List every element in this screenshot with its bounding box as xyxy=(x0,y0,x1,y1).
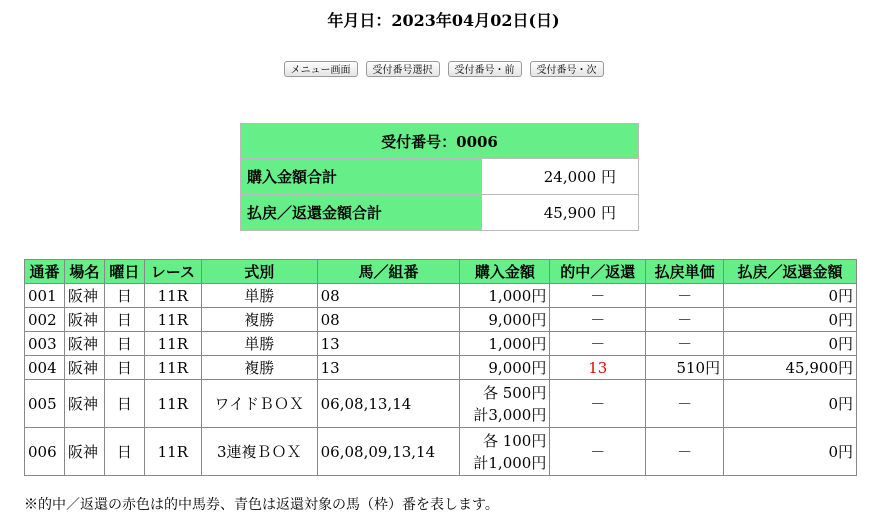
cell-no: 004 xyxy=(25,356,65,380)
cell-hit: － xyxy=(550,428,646,476)
cell-hit: － xyxy=(550,284,646,308)
cell-type: ワイドＢＯＸ xyxy=(201,380,317,428)
table-row xyxy=(25,332,857,356)
cell-place: 阪神 xyxy=(64,284,104,308)
cell-hit-winning: 13 xyxy=(550,356,646,380)
cell-unit: － xyxy=(646,284,724,308)
cell-race: 11R xyxy=(144,308,201,332)
amount-each: 各 100円 xyxy=(482,431,547,450)
col-header-unit: 払戻単価 xyxy=(646,260,724,284)
cell-hit: － xyxy=(550,380,646,428)
cell-no: 006 xyxy=(25,428,65,476)
cell-payout: 0円 xyxy=(724,284,857,308)
cell-race: 11R xyxy=(144,284,201,308)
col-header-type: 式別 xyxy=(201,260,317,284)
receipt-number: 受付番号：0006 xyxy=(241,124,639,159)
cell-day: 日 xyxy=(104,428,144,476)
cell-place: 阪神 xyxy=(64,356,104,380)
cell-unit: － xyxy=(646,332,724,356)
table-row xyxy=(25,308,857,332)
select-receipt-button[interactable]: 受付番号選択 xyxy=(366,61,440,77)
purchase-total-value: 24,000 円 xyxy=(482,159,639,195)
cell-unit: － xyxy=(646,428,724,476)
purchase-total-label: 購入金額合計 xyxy=(241,159,482,195)
cell-no: 005 xyxy=(25,380,65,428)
col-header-payout: 払戻／返還金額 xyxy=(724,260,857,284)
col-header-amount: 購入金額 xyxy=(460,260,550,284)
cell-race: 11R xyxy=(144,380,201,428)
cell-day: 日 xyxy=(104,284,144,308)
col-header-day: 曜日 xyxy=(104,260,144,284)
cell-day: 日 xyxy=(104,332,144,356)
cell-type: 3連複ＢＯＸ xyxy=(201,428,317,476)
cell-amount xyxy=(460,428,550,476)
cell-type: 単勝 xyxy=(201,284,317,308)
cell-horse: 13 xyxy=(317,356,460,380)
cell-hit: － xyxy=(550,332,646,356)
cell-payout: 0円 xyxy=(724,308,857,332)
next-receipt-button[interactable]: 受付番号・次 xyxy=(530,61,604,77)
cell-race: 11R xyxy=(144,428,201,476)
cell-day: 日 xyxy=(104,308,144,332)
cell-amount: 1,000円 xyxy=(460,284,550,308)
table-row xyxy=(25,356,857,380)
cell-amount: 9,000円 xyxy=(460,356,550,380)
cell-race: 11R xyxy=(144,356,201,380)
cell-place: 阪神 xyxy=(64,380,104,428)
cell-payout: 0円 xyxy=(724,428,857,476)
menu-button[interactable]: メニュー画面 xyxy=(284,61,358,77)
cell-horse: 13 xyxy=(317,332,460,356)
cell-place: 阪神 xyxy=(64,308,104,332)
prev-receipt-button[interactable]: 受付番号・前 xyxy=(448,61,522,77)
table-row xyxy=(25,428,857,476)
cell-type: 単勝 xyxy=(201,332,317,356)
cell-unit: 510円 xyxy=(646,356,724,380)
cell-unit: － xyxy=(646,380,724,428)
amount-total: 計3,000円 xyxy=(473,405,547,424)
cell-amount: 9,000円 xyxy=(460,308,550,332)
cell-place: 阪神 xyxy=(64,428,104,476)
amount-total: 計1,000円 xyxy=(473,453,547,472)
cell-type: 複勝 xyxy=(201,308,317,332)
col-header-no: 通番 xyxy=(25,260,65,284)
cell-payout: 45,900円 xyxy=(724,356,857,380)
cell-payout: 0円 xyxy=(724,332,857,356)
cell-day: 日 xyxy=(104,380,144,428)
col-header-race: レース xyxy=(144,260,201,284)
bet-detail-table xyxy=(24,259,857,476)
footnote: ※的中／返還の赤色は的中馬券、青色は返還対象の馬（枠）番を表します。 xyxy=(24,497,499,513)
cell-unit: － xyxy=(646,308,724,332)
table-row xyxy=(25,380,857,428)
button-bar xyxy=(0,61,887,77)
cell-payout: 0円 xyxy=(724,380,857,428)
cell-horse: 08 xyxy=(317,284,460,308)
cell-hit: － xyxy=(550,308,646,332)
col-header-place: 場名 xyxy=(64,260,104,284)
cell-day: 日 xyxy=(104,356,144,380)
summary-table xyxy=(240,123,639,231)
col-header-hit: 的中／返還 xyxy=(550,260,646,284)
cell-place: 阪神 xyxy=(64,332,104,356)
refund-total-value: 45,900 円 xyxy=(482,195,639,231)
cell-no: 003 xyxy=(25,332,65,356)
cell-amount: 1,000円 xyxy=(460,332,550,356)
col-header-horse: 馬／組番 xyxy=(317,260,460,284)
amount-each: 各 500円 xyxy=(482,383,547,402)
cell-horse: 06,08,13,14 xyxy=(317,380,460,428)
cell-horse: 06,08,09,13,14 xyxy=(317,428,460,476)
cell-no: 002 xyxy=(25,308,65,332)
cell-type: 複勝 xyxy=(201,356,317,380)
refund-total-label: 払戻／返還金額合計 xyxy=(241,195,482,231)
table-row xyxy=(25,284,857,308)
table-header-row xyxy=(25,260,857,284)
cell-amount xyxy=(460,380,550,428)
cell-no: 001 xyxy=(25,284,65,308)
cell-race: 11R xyxy=(144,332,201,356)
page-date: 年月日：2023年04月02日(日) xyxy=(327,11,560,30)
cell-horse: 08 xyxy=(317,308,460,332)
